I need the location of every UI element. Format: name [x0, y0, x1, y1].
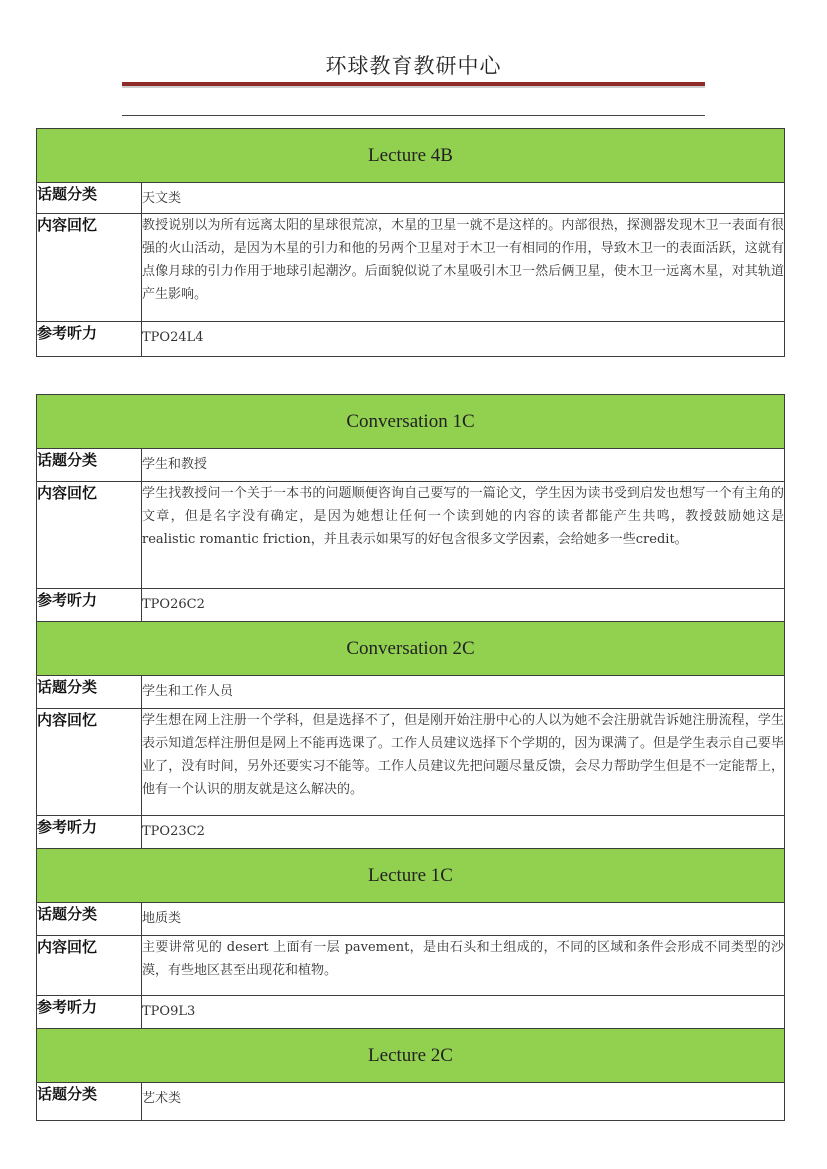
lecture-table-1 [36, 128, 785, 357]
content-label: 内容回忆 [37, 936, 142, 996]
content-label: 内容回忆 [37, 482, 142, 589]
reference-label: 参考听力 [37, 996, 142, 1029]
reference-value: TPO9L3 [142, 996, 785, 1029]
reference-label: 参考听力 [37, 589, 142, 622]
category-label: 话题分类 [37, 903, 142, 936]
block-title: Lecture 2C [37, 1029, 785, 1083]
content-value: 主要讲常见的 desert 上面有一层 pavement，是由石头和土组成的，不同的区域和条件会形成不同类型的沙漠，有些地区甚至出现花和植物。 [142, 936, 785, 996]
content-label: 内容回忆 [37, 214, 142, 322]
reference-value: TPO23C2 [142, 816, 785, 849]
block-title: Conversation 2C [37, 622, 785, 676]
category-label: 话题分类 [37, 449, 142, 482]
reference-label: 参考听力 [37, 322, 142, 357]
reference-value: TPO24L4 [142, 322, 785, 357]
header-rule-thin [122, 115, 705, 116]
category-label: 话题分类 [37, 183, 142, 214]
lecture-table-2 [36, 394, 785, 1121]
block-title: Lecture 1C [37, 849, 785, 903]
category-value: 天文类 [142, 183, 785, 214]
content-value: 学生想在网上注册一个学科，但是选择不了，但是刚开始注册中心的人以为她不会注册就告诉她注册流程，学生表示知道怎样注册但是网上不能再选课了。工作人员建议选择下个学期的，因为课满了。但是学生表示自己要毕业了，没有时间，另外还要实习不能等。工作人员建议先把问题尽量反馈，会尽力帮助学生但是不一定能帮上，他有一个认识的朋友就是这么解决的。 [142, 709, 785, 816]
reference-label: 参考听力 [37, 816, 142, 849]
block-title: Lecture 4B [37, 129, 785, 183]
header-rule-thick [122, 82, 705, 88]
category-value: 地质类 [142, 903, 785, 936]
page-header-title: 环球教育教研中心 [325, 54, 502, 78]
reference-value: TPO26C2 [142, 589, 785, 622]
content-value: 教授说别以为所有远离太阳的星球很荒凉，木星的卫星一就不是这样的。内部很热，探测器发现木卫一表面有很强的火山活动，是因为木星的引力和他的另两个卫星对于木卫一有相同的作用，导致木卫一的表面活跃，这就有点像月球的引力作用于地球引起潮汐。后面貌似说了木星吸引木卫一然后俩卫星，使木卫一远离木星，对其轨道产生影响。 [142, 214, 785, 322]
content-value: 学生找教授问一个关于一本书的问题顺便咨询自己要写的一篇论文，学生因为读书受到启发也想写一个有主角的文章，但是名字没有确定，是因为她想让任何一个读到她的内容的读者都能产生共鸣，教授鼓励她这是 realistic romantic friction，并且表示如果写的好包含很多文学因素，会给她多一些credit。 [142, 482, 785, 589]
category-label: 话题分类 [37, 676, 142, 709]
category-value: 艺术类 [142, 1083, 785, 1121]
category-value: 学生和工作人员 [142, 676, 785, 709]
category-value: 学生和教授 [142, 449, 785, 482]
category-label: 话题分类 [37, 1083, 142, 1121]
content-label: 内容回忆 [37, 709, 142, 816]
block-title: Conversation 1C [37, 395, 785, 449]
